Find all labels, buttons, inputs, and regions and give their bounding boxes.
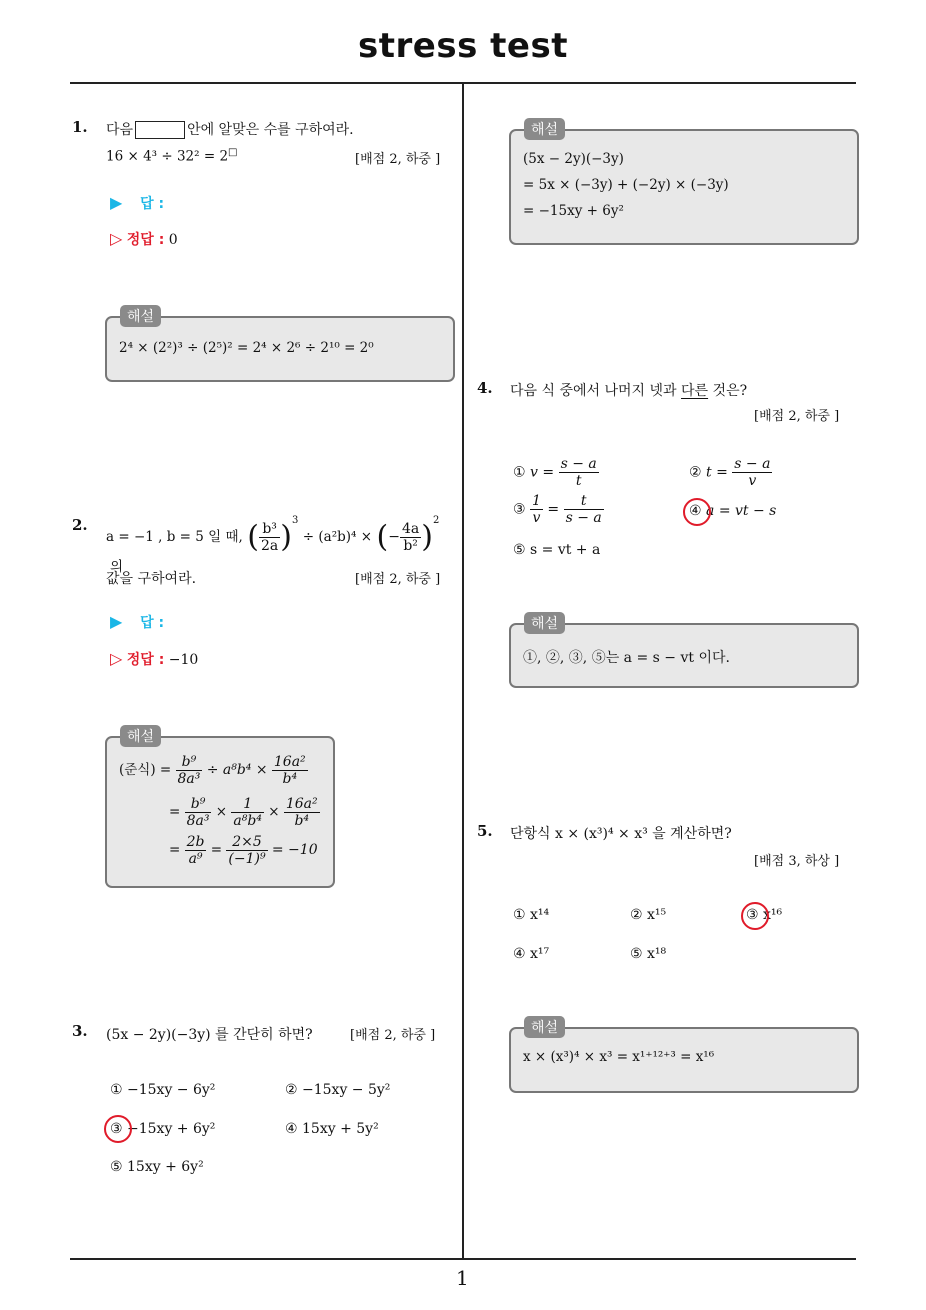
outline-triangle-icon: ▷ [110, 229, 123, 248]
play-icon: ▶ [110, 612, 123, 631]
q4-choice-2[interactable]: ② t = $\frac{s - a}{v}$ [689, 456, 771, 489]
page-title: stress test [358, 26, 568, 66]
q5-explanation-tag: 해설 [524, 1016, 565, 1038]
q3-choice-1[interactable]: ① −15xy − 6y² [110, 1082, 216, 1098]
q2-points: [배점 2, 하중 ] [355, 572, 441, 587]
q1-exponent-box: □ [228, 147, 238, 158]
q2-sol-line1: (준식) = $\frac{\text{b⁹}}{\text{8a³}}$ ÷ a⁸b⁴ × $\frac{\text{16a²}}{\text{b⁴}}$ [119, 754, 306, 787]
q3-choice-4[interactable]: ④ 15xy + 5y² [285, 1121, 379, 1137]
q2-fraction-1: $\frac{\text{b³}}{2a}$ [260, 520, 279, 554]
q5-text: 단항식 x × (x³)⁴ × x³ 을 계산하면? [510, 826, 732, 842]
q3-solution-box [509, 129, 859, 245]
q2-number: 2. [72, 516, 88, 534]
q2-correct-value: −10 [168, 652, 199, 668]
q2-fraction-2: $\frac{4a}{\text{b²}}$ [401, 520, 420, 554]
q3-explanation-tag: 해설 [524, 118, 565, 140]
q1-correct-row [110, 229, 178, 249]
q2-sol-line2: = $\frac{\text{b⁹}}{\text{8a³}}$ × $\frac{1}{\text{a⁸b⁴}}$ × $\frac{\text{16a²}}{\text{b⁴}}$ [169, 796, 318, 829]
q3-text: (5x − 2y)(−3y) 를 간단히 하면? [106, 1027, 313, 1043]
outline-triangle-icon: ▷ [110, 649, 123, 668]
q4-points: [배점 2, 하중 ] [754, 409, 840, 424]
footer-rule [70, 1258, 856, 1260]
q3-points: [배점 2, 하중 ] [350, 1028, 436, 1043]
q4-choice-3[interactable]: ③ $\frac{1}{v}$ = $\frac{t}{s - a}$ [513, 493, 602, 526]
q2-tail: 의 [110, 558, 124, 575]
q1-text [106, 119, 354, 139]
correct-label: 정답 : [126, 652, 165, 668]
q5-choice-5[interactable]: ⑤ x¹⁸ [630, 946, 667, 962]
q5-number: 5. [477, 822, 493, 840]
q1-solution: 2⁴ × (2²)³ ÷ (2⁵)² = 2⁴ × 2⁶ ÷ 2¹⁰ = 2⁰ [119, 340, 374, 356]
q1-explanation-tag: 해설 [120, 305, 161, 327]
q1-blank-box [135, 121, 185, 139]
q2-solution-box [105, 736, 335, 888]
q5-solution: x × (x³)⁴ × x³ = x¹⁺¹²⁺³ = x¹⁶ [523, 1049, 715, 1065]
q4-choice-4[interactable]: ④ a = vt − s [689, 503, 777, 519]
q3-choice-3[interactable]: ③ −15xy + 6y² [110, 1121, 216, 1137]
q5-choice-2[interactable]: ② x¹⁵ [630, 907, 667, 923]
q3-sol-line3: = −15xy + 6y² [523, 203, 624, 219]
play-icon: ▶ [110, 193, 123, 212]
page-number: 1 [456, 1266, 469, 1290]
q1-expression: 16 × 4³ ÷ 32² = 2□ [106, 147, 238, 165]
q1-text-before: 다음 [106, 122, 134, 138]
q1-answer-row [110, 193, 164, 213]
q4-text: 다음 식 중에서 나머지 넷과 다른 것은? [510, 383, 748, 399]
q2-expression: a = −1 , b = 5 일 때, ( $\frac{\text{b³}}{2a}$ )$^3$ ÷ (a²b)⁴ × (− $\frac{4a}{\text{b²}}$ )$^2$ 의 [106, 515, 440, 575]
q3-sol-line1: (5x − 2y)(−3y) [523, 151, 624, 167]
q4-explanation-tag: 해설 [524, 612, 565, 634]
q2-answer-row [110, 612, 164, 632]
q5-points: [배점 3, 하상 ] [754, 854, 840, 869]
q3-sol-line2: = 5x × (−3y) + (−2y) × (−3y) [523, 177, 729, 193]
q3-selected-circle [104, 1115, 132, 1143]
q4-number: 4. [477, 379, 493, 397]
q4-solution: ①, ②, ③, ⑤는 a = s − vt 이다. [523, 650, 730, 666]
q4-choice-5[interactable]: ⑤ s = vt + a [513, 542, 601, 558]
q5-selected-circle [741, 902, 769, 930]
q4-choice-1[interactable]: ① v = $\frac{s - a}{t}$ [513, 456, 597, 489]
correct-label: 정답 : [126, 232, 165, 248]
q1-text-after: 안에 알맞은 수를 구하여라. [187, 122, 354, 138]
answer-label: 답 : [140, 196, 165, 212]
q1-number: 1. [72, 118, 88, 136]
q2-sol-line3: = $\frac{2b}{\text{a⁹}}$ = $\frac{2\times 5}{\text{(−1)⁹}}$ = −10 [169, 834, 318, 867]
q1-points: [배점 2, 하중 ] [355, 152, 441, 167]
q2-explanation-tag: 해설 [120, 725, 161, 747]
q4-underlined: 다른 [681, 383, 709, 399]
answer-label: 답 : [140, 615, 165, 631]
q2-middle: ÷ (a²b)⁴ × [302, 529, 373, 545]
q3-number: 3. [72, 1022, 88, 1040]
q5-choice-3[interactable]: ③ x¹⁶ [746, 907, 783, 923]
q2-correct-row [110, 649, 198, 669]
q5-choice-1[interactable]: ① x¹⁴ [513, 907, 550, 923]
q1-correct-value: 0 [168, 232, 178, 248]
q3-choice-5[interactable]: ⑤ 15xy + 6y² [110, 1159, 204, 1175]
q4-selected-circle [683, 498, 711, 526]
q3-choice-2[interactable]: ② −15xy − 5y² [285, 1082, 391, 1098]
q2-condition: a = −1 , b = 5 일 때, [106, 529, 243, 545]
column-divider [462, 84, 464, 1259]
q5-choice-4[interactable]: ④ x¹⁷ [513, 946, 550, 962]
q2-line2: 값을 구하여라. [106, 571, 197, 587]
